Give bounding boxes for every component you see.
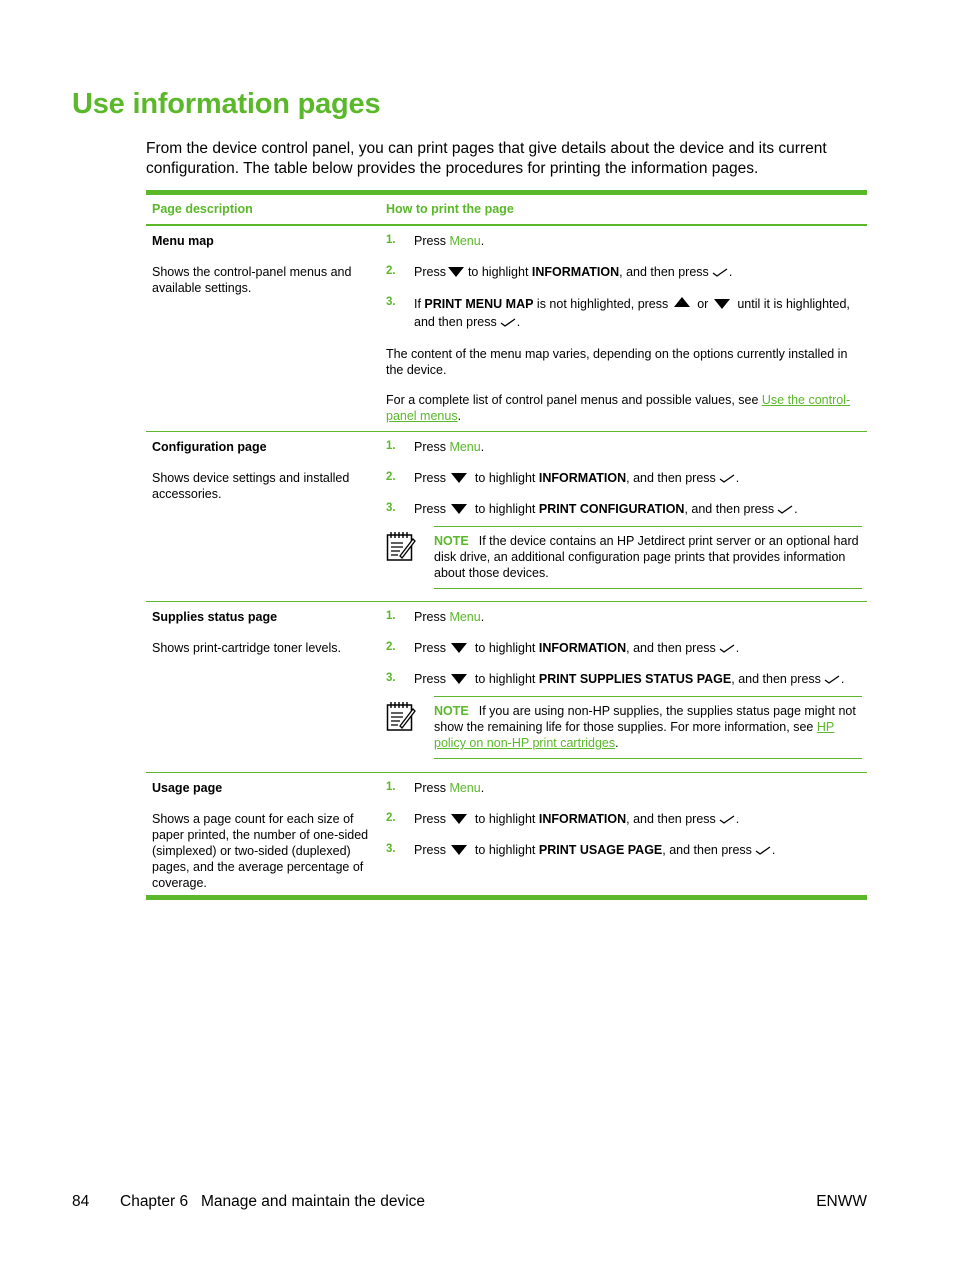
note-pad-icon (386, 696, 434, 759)
step-2: 2. Press to highlight INFORMATION, and then press . (386, 641, 740, 655)
step-2: 2. Press to highlight INFORMATION, and then press . (386, 812, 740, 826)
down-arrow-icon (451, 643, 467, 653)
note-box: NOTE If you are using non-HP supplies, the supplies status page might not show the remaining life for those supplies. For more information, see HP policy on non-HP print cartridges. (386, 696, 862, 759)
step-1: 1. Press Menu. (386, 440, 485, 454)
down-arrow-icon (451, 504, 467, 514)
table-row-usage (146, 773, 867, 895)
menu-map-reference-paragraph: For a complete list of control panel menus and possible values, see Use the control-panel menus. (386, 393, 851, 423)
checkmark-icon (777, 505, 793, 514)
header-how-to-print: How to print the page (386, 202, 514, 216)
step-3: 3. Press to highlight PRINT CONFIGURATION, and then press . (386, 502, 798, 516)
step-3: 3. If PRINT MENU MAP is not highlighted, press or until it is highlighted, and then press . (386, 296, 850, 329)
step-1: 1. Press Menu. (386, 234, 485, 248)
row-name: Supplies status page (152, 610, 278, 624)
table-row-supplies-status (146, 602, 867, 773)
table-header (146, 195, 867, 226)
row-description: Shows a page count for each size of paper printed, the number of one-sided (simplexed) or two-sided (duplexed) pages, and the average percentage of coverage. (152, 812, 369, 890)
row-description: Shows print-cartridge toner levels. (152, 641, 341, 655)
down-arrow-icon (451, 814, 467, 824)
step-3: 3. Press to highlight PRINT USAGE PAGE, and then press . (386, 843, 776, 857)
note-label: NOTE (434, 534, 469, 548)
step-2: 2. Press to highlight INFORMATION, and then press . (386, 471, 740, 485)
footer-page-number: 84 (72, 1193, 90, 1210)
down-arrow-icon (451, 674, 467, 684)
down-arrow-icon (451, 473, 467, 483)
note-text: If you are using non-HP supplies, the supplies status page might not show the remaining life for those supplies. For more information, see (434, 704, 856, 734)
header-page-description: Page description (152, 202, 253, 216)
row-description: Shows device settings and installed accessories. (152, 471, 350, 501)
table-row-configuration (146, 432, 867, 602)
checkmark-icon (719, 474, 735, 483)
row-name: Usage page (152, 781, 223, 795)
down-arrow-icon (451, 845, 467, 855)
down-arrow-icon (448, 267, 464, 277)
step-1: 1. Press Menu. (386, 610, 485, 624)
footer-enww: ENWW (816, 1193, 867, 1210)
step-3: 3. Press to highlight PRINT SUPPLIES STATUS PAGE, and then press . (386, 672, 845, 686)
menu-button-ref: Menu (449, 440, 481, 454)
down-arrow-icon (714, 299, 730, 309)
menu-button-ref: Menu (449, 234, 481, 248)
row-name: Menu map (152, 234, 214, 248)
checkmark-icon (500, 318, 516, 327)
note-text: If the device contains an HP Jetdirect print server or an optional hard disk drive, an additional configuration page prints that provides information about those devices. (434, 534, 859, 580)
note-pad-icon (386, 526, 434, 589)
page-title: Use information pages (72, 88, 381, 120)
intro-paragraph: From the device control panel, you can print pages that give details about the device and its current configuration. The table below provides the procedures for printing the information pages. (146, 140, 827, 177)
menu-button-ref: Menu (449, 781, 481, 795)
table-row-menu-map (146, 226, 867, 432)
note-box (386, 526, 862, 589)
row-name: Configuration page (152, 440, 267, 454)
up-arrow-icon (674, 297, 690, 307)
footer-chapter: Chapter 6 Manage and maintain the device (120, 1193, 426, 1210)
step-2: 2. Press to highlight INFORMATION, and then press . (386, 265, 733, 279)
info-pages-table (146, 190, 867, 900)
checkmark-icon (719, 644, 735, 653)
menu-button-ref: Menu (449, 610, 481, 624)
checkmark-icon (824, 675, 840, 684)
step-1: 1. Press Menu. (386, 781, 485, 795)
checkmark-icon (719, 815, 735, 824)
checkmark-icon (755, 846, 771, 855)
menu-map-note-paragraph: The content of the menu map varies, depending on the options currently installed in the device. (386, 347, 848, 377)
row-description: Shows the control-panel menus and available settings. (152, 265, 352, 295)
control-panel-menus-link[interactable]: Use the control-panel menus (386, 393, 851, 423)
checkmark-icon (712, 268, 728, 277)
note-label: NOTE (434, 704, 469, 718)
hp-policy-link[interactable]: HP policy on non-HP print cartridges (434, 720, 835, 750)
